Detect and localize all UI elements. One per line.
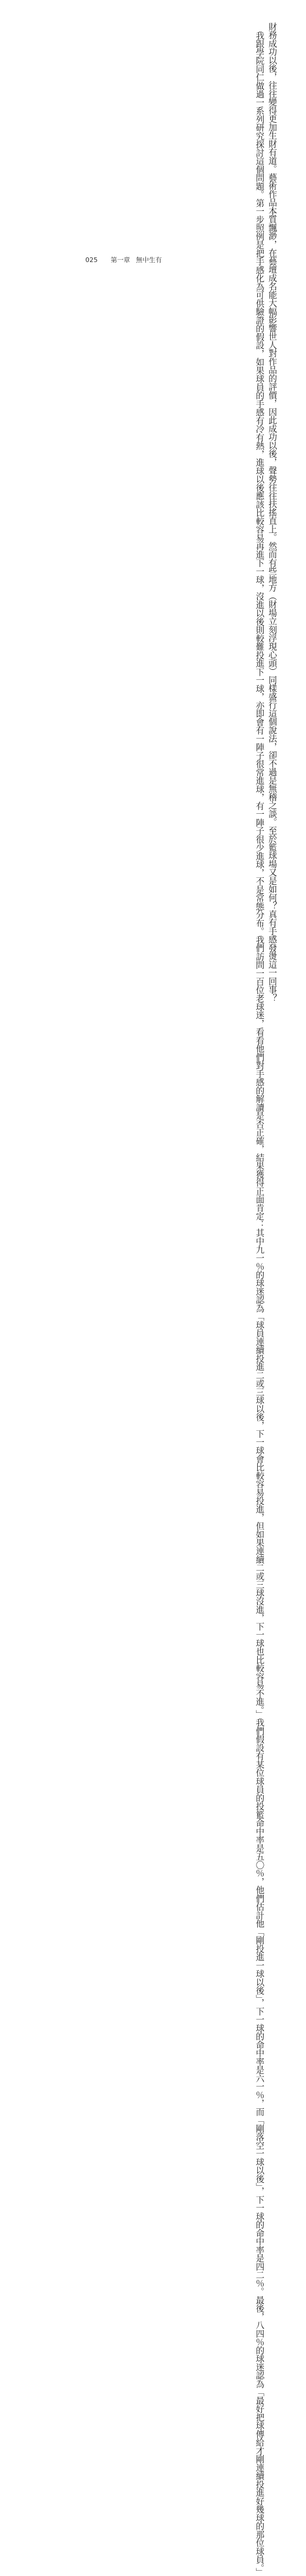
paragraph-1: 財務成功以後，往往變得更加生財有道。藝術作品本質飄渺，在藝壇成名能大幅影響世人對作品的評價，因此成功以後，聲勢往往扶搖直上。然而有些地方（財場立刻浮現心頭）同樣盛行這個說法，卻不過是無稽之談。至於籃球場又是如何？真有手感發燙這一回事？ xyxy=(267,22,277,1002)
page-footer xyxy=(85,255,162,264)
chapter-title: 無中生有 xyxy=(136,256,162,264)
page-number: 025 xyxy=(85,256,98,264)
chapter-label: 第一章 xyxy=(111,256,130,264)
paragraph-2: 我跟學院同仁做過一系列研究探討這個問題。第一步照例是把手感化為可供驗證的假設，如果球員的手感有冷有熱，進球以後應該比較容易再進下一球，沒進以後則較難投進下一球，亦即會有一陣子很常進球，有一陣子很少進球，不是常態分布。我們訪問一百位老球迷，看看他們對手感的解讀是否正確，結果獲得正面肯定：其中九一％的球迷認為「球員連續投進二或三球以後，下一球會比較容易投進，但如果連續二或三球沒進，下一球也比較容易不進。」我們假設有某位球員的投籃命中率是五〇％，他們估計他「剛投進一球以後」，下一球的命中率是六一％，而「剛落空一球以後」，下一球的命中率是四二％。最後，八四％的球迷認為「最好把球傳給才剛連續投進好幾球的那位球員。」 xyxy=(254,31,265,2576)
